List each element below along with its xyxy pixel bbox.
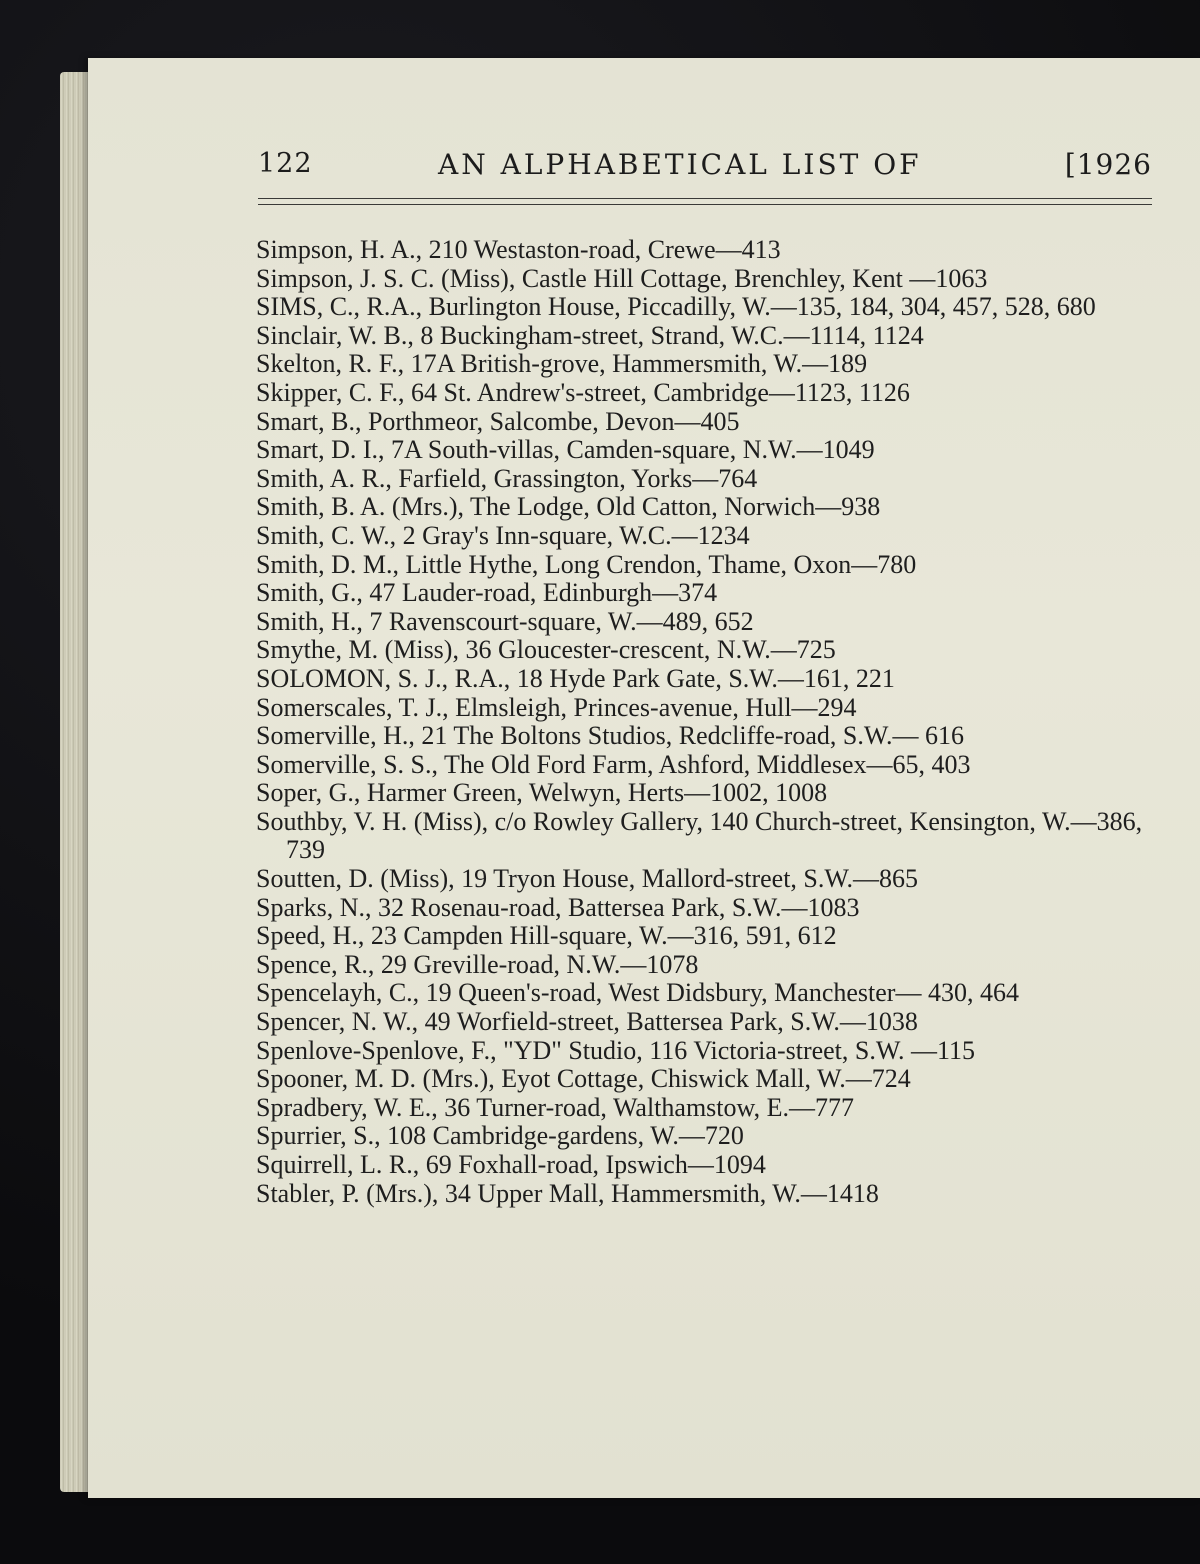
list-entry: Spradbery, W. E., 36 Turner-road, Walthamstow, E.—777: [256, 1092, 854, 1122]
list-entry: Spencer, N. W., 49 Worfield-street, Battersea Park, S.W.—1038: [256, 1007, 918, 1037]
exhibitor-list: [256, 236, 1156, 1208]
list-entry: Spencelayh, C., 19 Queen's-road, West Didsbury, Manchester— 430, 464: [256, 978, 1019, 1008]
list-entry: Spooner, M. D. (Mrs.), Eyot Cottage, Chiswick Mall, W.—724: [256, 1064, 911, 1094]
list-entry: Squirrell, L. R., 69 Foxhall-road, Ipswich—1094: [256, 1150, 766, 1179]
list-entry: Smith, D. M., Little Hythe, Long Crendon, Thame, Oxon—780: [256, 549, 917, 579]
list-entry: Somerscales, T. J., Elmsleigh, Princes-avenue, Hull—294: [256, 692, 857, 722]
list-entry: Stabler, P. (Mrs.), 34 Upper Mall, Hammersmith, W.—1418: [256, 1178, 879, 1208]
list-entry: Soutten, D. (Miss), 19 Tryon House, Mallord-street, S.W.—865: [256, 864, 919, 894]
list-entry: Smythe, M. (Miss), 36 Gloucester-crescent, N.W.—725: [256, 635, 836, 665]
list-entry: Spenlove-Spenlove, F., "YD" Studio, 116 Victoria-street, S.W. —115: [256, 1035, 976, 1065]
list-entry: Smith, C. W., 2 Gray's Inn-square, W.C.—1234: [256, 520, 750, 550]
header-year: [1926: [1064, 148, 1152, 181]
list-entry: Smith, H., 7 Ravenscourt-square, W.—489, 652: [256, 606, 754, 636]
list-entry: Southby, V. H. (Miss), c/o Rowley Gallery, 140 Church-street, Kensington, W.—386, 739: [256, 806, 1149, 865]
list-entry: Sinclair, W. B., 8 Buckingham-street, Strand, W.C.—1114, 1124: [256, 320, 924, 350]
header-rule-bottom: [258, 204, 1152, 205]
list-entry: Smith, B. A. (Mrs.), The Lodge, Old Catton, Norwich—938: [256, 492, 881, 522]
list-entry: Skelton, R. F., 17A British-grove, Hammersmith, W.—189: [256, 349, 868, 379]
list-entry: Spence, R., 29 Greville-road, N.W.—1078: [256, 949, 699, 979]
list-entry: SOLOMON, S. J., R.A., 18 Hyde Park Gate, S.W.—161, 221: [256, 663, 895, 693]
page-number: 122: [258, 148, 313, 179]
list-entry: Skipper, C. F., 64 St. Andrew's-street, Cambridge—1123, 1126: [256, 377, 910, 407]
list-entry: Spurrier, S., 108 Cambridge-gardens, W.—720: [256, 1121, 744, 1151]
list-entry: Sparks, N., 32 Rosenau-road, Battersea Park, S.W.—1083: [256, 892, 860, 922]
list-entry: Smith, A. R., Farfield, Grassington, Yorks—764: [256, 463, 758, 493]
list-entry: Somerville, H., 21 The Boltons Studios, Redcliffe-road, S.W.— 616: [256, 721, 964, 751]
running-title: AN ALPHABETICAL LIST OF: [438, 148, 922, 181]
list-entry: Smith, G., 47 Lauder-road, Edinburgh—374: [256, 578, 718, 608]
running-header: [258, 148, 1158, 188]
header-rule-top: [258, 198, 1152, 199]
list-entry: SIMS, C., R.A., Burlington House, Piccadilly, W.—135, 184, 304, 457, 528, 680: [256, 292, 1096, 322]
list-entry: Simpson, H. A., 210 Westaston-road, Crewe—413: [256, 235, 781, 264]
list-entry: Smart, D. I., 7A South-villas, Camden-square, N.W.—1049: [256, 435, 875, 465]
list-entry: Simpson, J. S. C. (Miss), Castle Hill Cottage, Brenchley, Kent —1063: [256, 263, 988, 293]
list-entry: Soper, G., Harmer Green, Welwyn, Herts—1002, 1008: [256, 778, 828, 808]
list-entry: Somerville, S. S., The Old Ford Farm, Ashford, Middlesex—65, 403: [256, 749, 971, 779]
list-entry: Smart, B., Porthmeor, Salcombe, Devon—405: [256, 406, 740, 436]
list-entry: Speed, H., 23 Campden Hill-square, W.—316, 591, 612: [256, 921, 837, 951]
